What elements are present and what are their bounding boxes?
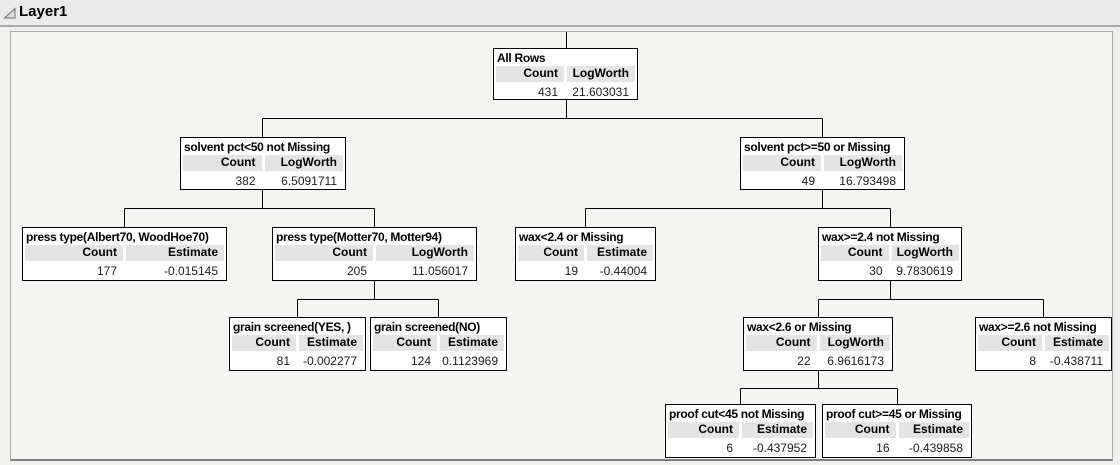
count-value: 205 — [346, 264, 367, 278]
stat-column-header: Estimate — [1045, 335, 1109, 351]
node-title: wax<2.4 or Missing — [519, 230, 624, 244]
count-column-header: Count — [373, 335, 437, 351]
count-column-header: Count — [743, 155, 821, 171]
node-title: proof cut<45 not Missing — [669, 407, 805, 421]
node-solvent-pct-lt50[interactable] — [180, 137, 346, 190]
stat-value: 6.5091711 — [281, 174, 337, 188]
node-title: press type(Albert70, WoodHoe70) — [26, 230, 209, 244]
stat-value: -0.439858 — [908, 441, 963, 455]
node-grain-screened-no[interactable] — [370, 317, 507, 371]
count-value: 19 — [564, 264, 578, 278]
count-column-header: Count — [275, 245, 373, 261]
node-title: proof cut>=45 or Missing — [826, 407, 962, 421]
node-press-type-albert[interactable] — [22, 227, 227, 281]
node-title: wax<2.6 or Missing — [747, 320, 852, 334]
node-wax-lt26[interactable] — [743, 317, 893, 371]
stat-column-header: LogWorth — [567, 66, 635, 82]
count-value: 30 — [869, 264, 883, 278]
stat-column-header: LogWorth — [892, 245, 960, 261]
stat-value: -0.002277 — [302, 354, 357, 368]
node-title: grain screened(YES, ) — [233, 320, 351, 334]
stat-column-header: Estimate — [587, 245, 653, 261]
stat-column-header: Estimate — [742, 422, 813, 438]
stat-column-header: LogWorth — [265, 155, 344, 171]
count-column-header: Count — [496, 66, 564, 82]
node-wax-lt24[interactable] — [515, 227, 656, 281]
stat-value: 11.056017 — [412, 264, 468, 278]
node-title: solvent pct>=50 or Missing — [744, 140, 891, 154]
count-value: 6 — [726, 441, 733, 455]
count-column-header: Count — [25, 245, 123, 261]
stat-value: 6.9616173 — [827, 354, 884, 368]
stat-value: 9.7830619 — [896, 264, 953, 278]
node-proof-cut-ge45[interactable] — [822, 404, 972, 458]
count-value: 8 — [1029, 354, 1036, 368]
node-wax-ge24[interactable] — [818, 227, 962, 281]
count-value: 81 — [276, 354, 290, 368]
node-title: wax>=2.6 not Missing — [979, 320, 1097, 334]
outline-header-bar — [0, 0, 1120, 27]
stat-value: 16.793498 — [839, 174, 896, 188]
count-column-header: Count — [978, 335, 1042, 351]
count-column-header: Count — [746, 335, 817, 351]
stat-value: -0.438711 — [1049, 354, 1103, 368]
stat-column-header: LogWorth — [824, 155, 902, 171]
node-wax-ge26[interactable] — [975, 317, 1112, 371]
count-value: 22 — [797, 354, 811, 368]
node-all-rows[interactable] — [493, 48, 638, 100]
node-grain-screened-yes[interactable] — [229, 317, 366, 371]
stat-value: 0.1123969 — [442, 354, 498, 368]
stat-column-header: Estimate — [899, 422, 970, 438]
count-column-header: Count — [518, 245, 584, 261]
node-press-type-motter[interactable] — [272, 227, 477, 281]
node-proof-cut-lt45[interactable] — [665, 404, 816, 458]
count-column-header: Count — [821, 245, 889, 261]
count-column-header: Count — [825, 422, 896, 438]
outline-title[interactable]: Layer1 — [19, 3, 68, 20]
stat-value: -0.437952 — [752, 441, 807, 455]
count-column-header: Count — [232, 335, 296, 351]
stat-column-header: LogWorth — [820, 335, 891, 351]
stat-column-header: Estimate — [440, 335, 504, 351]
stat-column-header: Estimate — [299, 335, 363, 351]
stat-column-header: Estimate — [126, 245, 224, 261]
node-title: solvent pct<50 not Missing — [184, 140, 330, 154]
count-column-header: Count — [668, 422, 739, 438]
stat-value: -0.44004 — [599, 264, 647, 278]
stat-value: 21.603031 — [572, 85, 629, 99]
disclosure-triangle-icon[interactable] — [3, 6, 17, 20]
node-title: All Rows — [497, 51, 546, 65]
count-value: 49 — [801, 174, 815, 188]
node-title: grain screened(NO) — [374, 320, 480, 334]
node-solvent-pct-ge50[interactable] — [740, 137, 905, 190]
count-value: 382 — [235, 174, 256, 188]
count-value: 124 — [410, 354, 431, 368]
count-column-header: Count — [183, 155, 262, 171]
stat-value: -0.015145 — [163, 264, 218, 278]
node-title: press type(Motter70, Motter94) — [276, 230, 442, 244]
stat-column-header: LogWorth — [376, 245, 474, 261]
count-value: 431 — [537, 85, 558, 99]
count-value: 177 — [96, 264, 117, 278]
node-title: wax>=2.4 not Missing — [822, 230, 940, 244]
count-value: 16 — [876, 441, 890, 455]
